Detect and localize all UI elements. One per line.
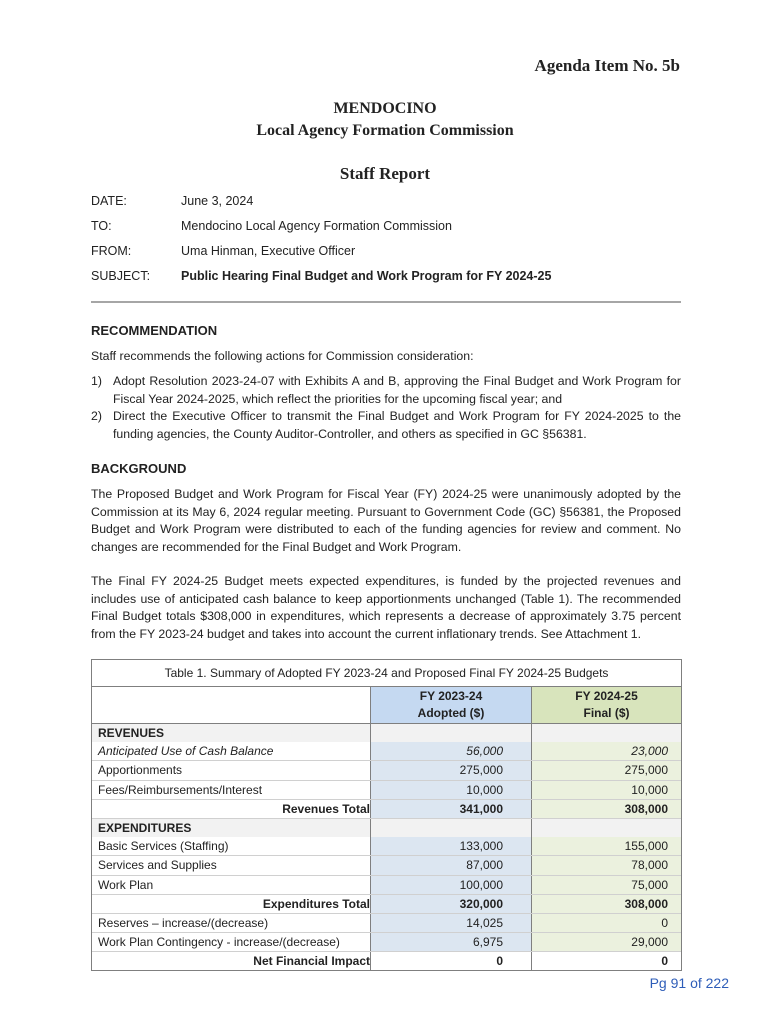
header-divider (91, 301, 681, 303)
row-label: Expenditures Total (262, 896, 370, 911)
value-2024-25: 308,000 (531, 800, 681, 818)
value-2023-24: 0 (370, 952, 531, 970)
row-label: Anticipated Use of Cash Balance (98, 744, 274, 759)
value-2023-24: 56,000 (370, 742, 531, 760)
table-caption: Table 1. Summary of Adopted FY 2023-24 and Proposed Final FY 2024-25 Budgets (92, 660, 681, 687)
subject-value: Public Hearing Final Budget and Work Program for FY 2024-25 (181, 269, 552, 283)
list-text: Direct the Executive Officer to transmit the Final Budget and Work Program for FY 2024-2025 to the funding agencies, the County Auditor-Controller, and others as specified in GC §56381. (113, 409, 681, 441)
column-header-line: FY 2024-25 (575, 689, 638, 703)
table-row (92, 837, 681, 856)
recommendation-item (91, 373, 681, 408)
recommendation-heading: RECOMMENDATION (91, 323, 218, 338)
column-header-line: Final ($) (583, 706, 630, 720)
value-2023-24: 87,000 (370, 856, 531, 874)
value-2024-25: 0 (531, 952, 681, 970)
row-label: Apportionments (98, 763, 183, 778)
list-number: 1) (91, 374, 102, 388)
net-financial-impact-row (92, 952, 681, 970)
table-row (92, 856, 681, 875)
revenues-section-heading (92, 724, 681, 742)
commission-name: Local Agency Formation Commission (256, 122, 514, 139)
row-label: Services and Supplies (98, 858, 217, 873)
value-2024-25: 10,000 (531, 781, 681, 799)
section-label: REVENUES (98, 726, 165, 740)
value-2024-25: 0 (531, 914, 681, 932)
value-2023-24: 320,000 (370, 895, 531, 913)
column-header-line: FY 2023-24 (419, 689, 483, 703)
column-header-fy2023-24 (370, 687, 531, 723)
value-2023-24: 341,000 (370, 800, 531, 818)
reserves-row (92, 914, 681, 933)
to-value: Mendocino Local Agency Formation Commission (181, 219, 452, 233)
row-label: Reserves – increase/(decrease) (98, 915, 269, 930)
row-label: Basic Services (Staffing) (98, 839, 229, 854)
recommendation-item (91, 408, 681, 443)
row-label: Fees/Reimbursements/Interest (98, 782, 263, 797)
background-heading: BACKGROUND (91, 461, 187, 476)
table-row (92, 781, 681, 800)
table-row (92, 876, 681, 895)
subject-label: SUBJECT: (91, 269, 151, 283)
value-2023-24: 14,025 (370, 914, 531, 932)
column-header-fy2024-25 (531, 687, 681, 723)
row-label: Work Plan (98, 877, 154, 892)
row-label: Work Plan Contingency - increase/(decrease) (98, 935, 340, 950)
value-2024-25: 75,000 (531, 876, 681, 894)
agenda-item-number: Agenda Item No. 5b (534, 56, 680, 75)
value-2023-24: 100,000 (370, 876, 531, 894)
section-label: EXPENDITURES (98, 820, 192, 835)
revenues-total-row (92, 800, 681, 819)
row-label: Net Financial Impact (253, 954, 370, 969)
recommendation-intro: Staff recommends the following actions for Commission consideration: (91, 349, 474, 363)
value-2024-25: 78,000 (531, 856, 681, 874)
table-header (92, 687, 681, 724)
expenditures-section-heading (92, 819, 681, 837)
from-label: FROM: (91, 244, 132, 258)
value-2024-25: 308,000 (531, 895, 681, 913)
row-label: Revenues Total (282, 801, 370, 816)
background-paragraph-2: The Final FY 2024-25 Budget meets expected expenditures, is funded by the projected revenues and includes use of anticipated cash balance to keep apportionments unchanged (Table 1). The recommended Final Budget totals $308,000 in expenditures, which represents a decrease of approximately 3.75 percent from the FY 2023-24 budget and takes into account the current inflationary trends. See Attachment 1. (91, 574, 681, 641)
value-2023-24: 275,000 (370, 761, 531, 779)
column-header-line: Adopted ($) (417, 706, 485, 720)
contingency-row (92, 933, 681, 952)
date-value: June 3, 2024 (181, 194, 254, 208)
value-2024-25: 275,000 (531, 761, 681, 779)
from-value: Uma Hinman, Executive Officer (181, 244, 356, 258)
value-2023-24: 133,000 (370, 837, 531, 855)
report-title: Staff Report (339, 164, 431, 183)
value-2024-25: 29,000 (531, 933, 681, 951)
value-2024-25: 155,000 (531, 837, 681, 855)
expenditures-total-row (92, 895, 681, 914)
value-2023-24: 6,975 (370, 933, 531, 951)
value-2023-24: 10,000 (370, 781, 531, 799)
background-paragraph-1: The Proposed Budget and Work Program for Fiscal Year (FY) 2024-25 were unanimously adopted by the Commission at its May 6, 2024 regular meeting. Pursuant to Government Code (GC) §56381, the Proposed Budget and Work Program were distributed to each of the funding agencies for review and comment. No changes are recommended for the Final Budget and Work Program. (91, 487, 681, 554)
value-2024-25: 23,000 (531, 742, 681, 760)
budget-summary-table (91, 659, 682, 971)
table-row (92, 761, 681, 780)
page-number: Pg 91 of 222 (649, 975, 729, 991)
date-label: DATE: (91, 194, 127, 208)
org-name: MENDOCINO (333, 100, 437, 117)
list-text: Adopt Resolution 2023-24-07 with Exhibits A and B, approving the Final Budget and Work Program for Fiscal Year 2024-2025, which reflect the priorities for the upcoming fiscal year; and (113, 374, 681, 406)
table-row (92, 742, 681, 761)
to-label: TO: (91, 219, 112, 233)
list-number: 2) (91, 409, 102, 423)
